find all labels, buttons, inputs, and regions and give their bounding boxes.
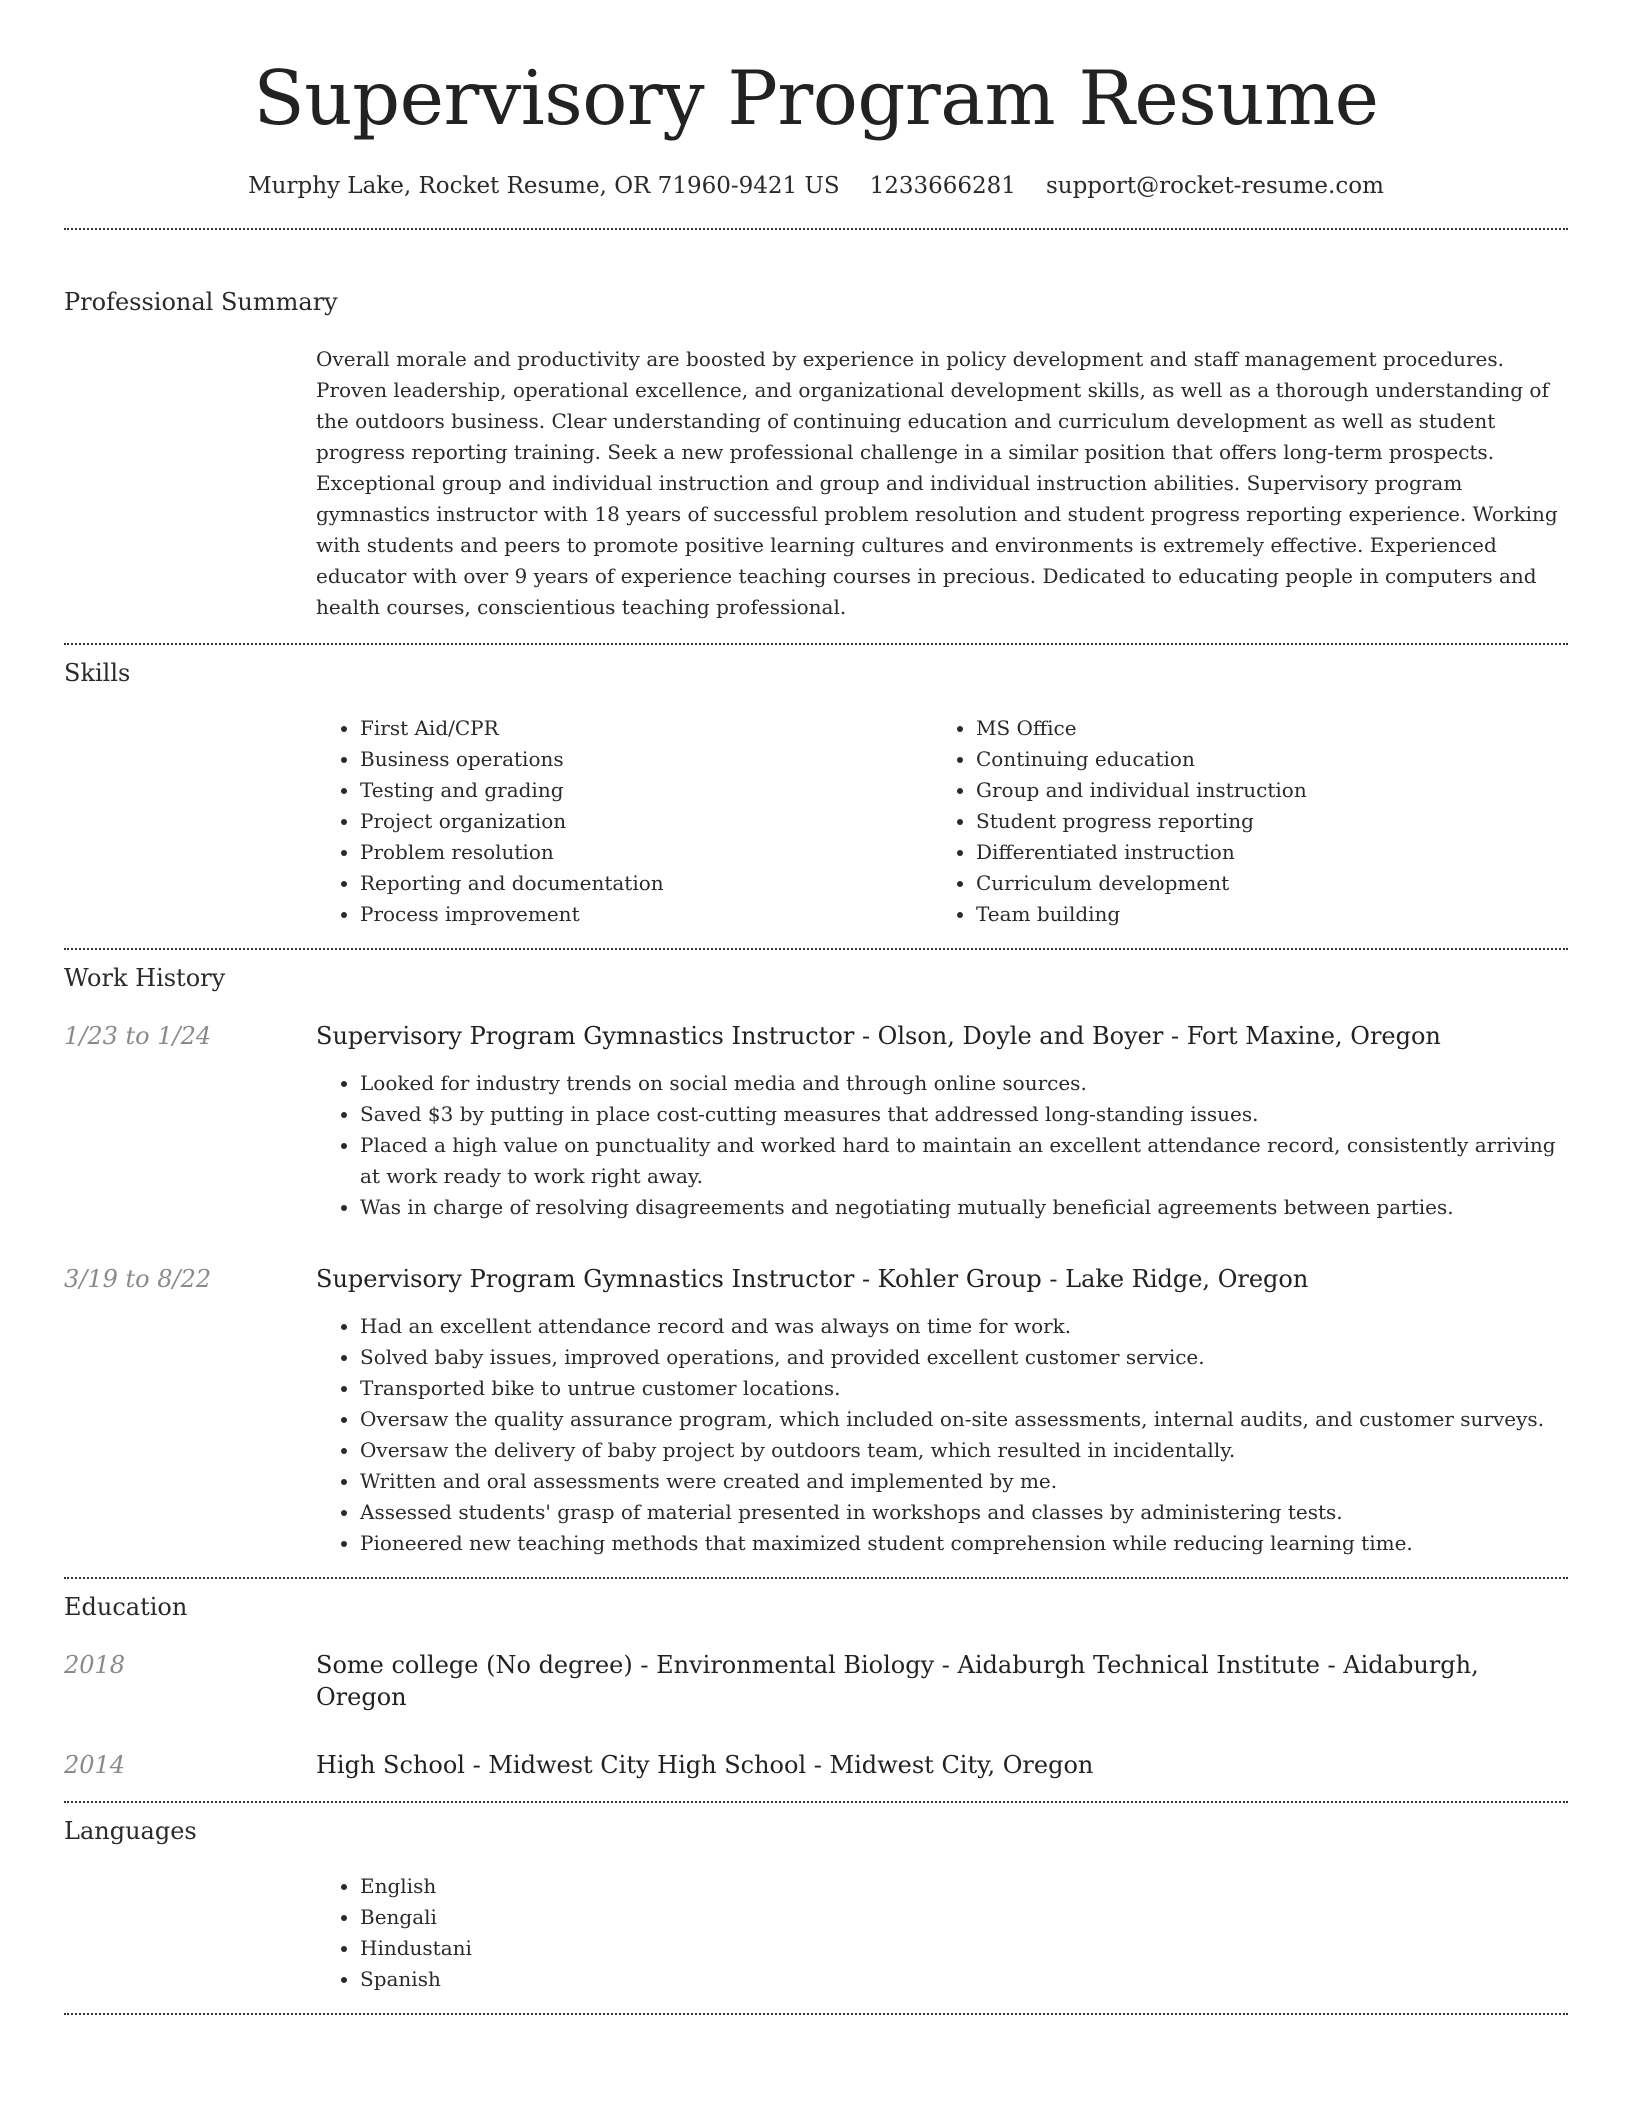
skills-list-left [316,713,932,930]
skills-heading: Skills [64,659,131,687]
job-dates: 1/23 to 1/24 [64,1022,212,1050]
job-bullet: • Transported bike to untrue customer locations. [360,1373,1568,1404]
contact-line [64,170,1568,202]
job-details [316,1295,1568,1577]
education-year: 2014 [64,1751,126,1779]
contact-phone: 1233666281 [869,173,1016,199]
resume-title: Supervisory Program Resume [253,54,1379,142]
job-bullet: • Placed a high value on punctuality and worked hard to maintain an excellent attendance record, consistently arriving at work ready to work right away. [360,1130,1568,1192]
job-bullet: • Saved $3 by putting in place cost-cutting measures that addressed long-standing issues. [360,1099,1568,1130]
languages-section [64,1803,1568,1847]
languages-body [316,1847,1568,2013]
skill-item: • Curriculum development [976,868,1548,899]
job-bullet: • Solved baby issues, improved operations, and provided excellent customer service. [360,1342,1568,1373]
skill-item: • MS Office [976,713,1548,744]
job-bullet: • Oversaw the delivery of baby project by outdoors team, which resulted in incidentally. [360,1435,1568,1466]
job-bullets [316,1311,1568,1559]
summary-section [64,230,1568,318]
education-heading: Education [64,1593,188,1621]
job-title: Supervisory Program Gymnastics Instructor - Kohler Group - Lake Ridge, Oregon [316,1265,1309,1293]
job-details [316,1052,1568,1223]
job-bullet: • Oversaw the quality assurance program, which included on-site assessments, internal audits, and customer surveys. [360,1404,1568,1435]
languages-heading: Languages [64,1817,197,1845]
education-year: 2018 [64,1651,126,1679]
skills-column-left [316,713,932,930]
skill-item: • Business operations [360,744,932,775]
skill-item: • Team building [976,899,1548,930]
job-bullet: • Pioneered new teaching methods that maximized student comprehension while reducing learning time. [360,1528,1568,1559]
skill-item: • Reporting and documentation [360,868,932,899]
skill-item: • Differentiated instruction [976,837,1548,868]
skills-body [316,689,1568,948]
language-item: • Hindustani [360,1933,1568,1964]
work-section [64,950,1568,994]
work-heading: Work History [64,964,226,992]
education-entry [64,1713,1568,1801]
skill-item: • Student progress reporting [976,806,1548,837]
job-bullet: • Assessed students' grasp of material presented in workshops and classes by administering tests. [360,1497,1568,1528]
job-bullet: • Had an excellent attendance record and was always on time for work. [360,1311,1568,1342]
section-divider [64,2013,1568,2015]
resume-header [64,0,1568,202]
languages-list [316,1871,1568,1995]
education-text: High School - Midwest City High School - Midwest City, Oregon [316,1751,1094,1779]
skills-section [64,645,1568,689]
skill-item: • Problem resolution [360,837,932,868]
job-entry [64,994,1568,1052]
language-item: • Bengali [360,1902,1568,1933]
education-section [64,1579,1568,1623]
skill-item: • Group and individual instruction [976,775,1548,806]
skill-item: • Testing and grading [360,775,932,806]
contact-address: Murphy Lake, Rocket Resume, OR 71960-9421 US [248,173,840,199]
job-bullets [316,1068,1568,1223]
skills-list-right [932,713,1548,930]
job-bullet: • Was in charge of resolving disagreements and negotiating mutually beneficial agreements between parties. [360,1192,1568,1223]
job-bullet: • Looked for industry trends on social media and through online sources. [360,1068,1568,1099]
education-entry [64,1623,1568,1713]
job-bullet: • Written and oral assessments were created and implemented by me. [360,1466,1568,1497]
job-dates: 3/19 to 8/22 [64,1265,212,1293]
education-text: Some college (No degree) - Environmental Biology - Aidaburgh Technical Institute - Aidaburgh, Oregon [316,1651,1479,1711]
language-item: • Spanish [360,1964,1568,1995]
job-title: Supervisory Program Gymnastics Instructor - Olson, Doyle and Boyer - Fort Maxine, Oregon [316,1022,1441,1050]
skills-column-right [932,713,1548,930]
language-item: • English [360,1871,1568,1902]
contact-email[interactable]: support@rocket-resume.com [1045,173,1384,199]
skill-item: • First Aid/CPR [360,713,932,744]
skill-item: • Continuing education [976,744,1548,775]
skill-item: • Project organization [360,806,932,837]
skills-grid [316,713,1568,930]
summary-text: Overall morale and productivity are boosted by experience in policy development and staff management procedures. Proven leadership, operational excellence, and organizational development skills, as well as a thorough understanding of the outdoors business. Clear understanding of continuing education and curriculum development as well as student progress reporting training. Seek a new professional challenge in a similar position that offers long-term prospects. Exceptional group and individual instruction and group and individual instruction abilities. Supervisory program gymnastics instructor with 18 years of successful problem resolution and student progress reporting experience. Working with students and peers to promote positive learning cultures and environments is extremely effective. Experienced educator with over 9 years of experience teaching courses in precious. Dedicated to educating people in computers and health courses, conscientious teaching professional. [316,347,1558,619]
summary-heading: Professional Summary [64,288,338,316]
summary-body [316,318,1568,643]
job-entry [64,1223,1568,1295]
skill-item: • Process improvement [360,899,932,930]
